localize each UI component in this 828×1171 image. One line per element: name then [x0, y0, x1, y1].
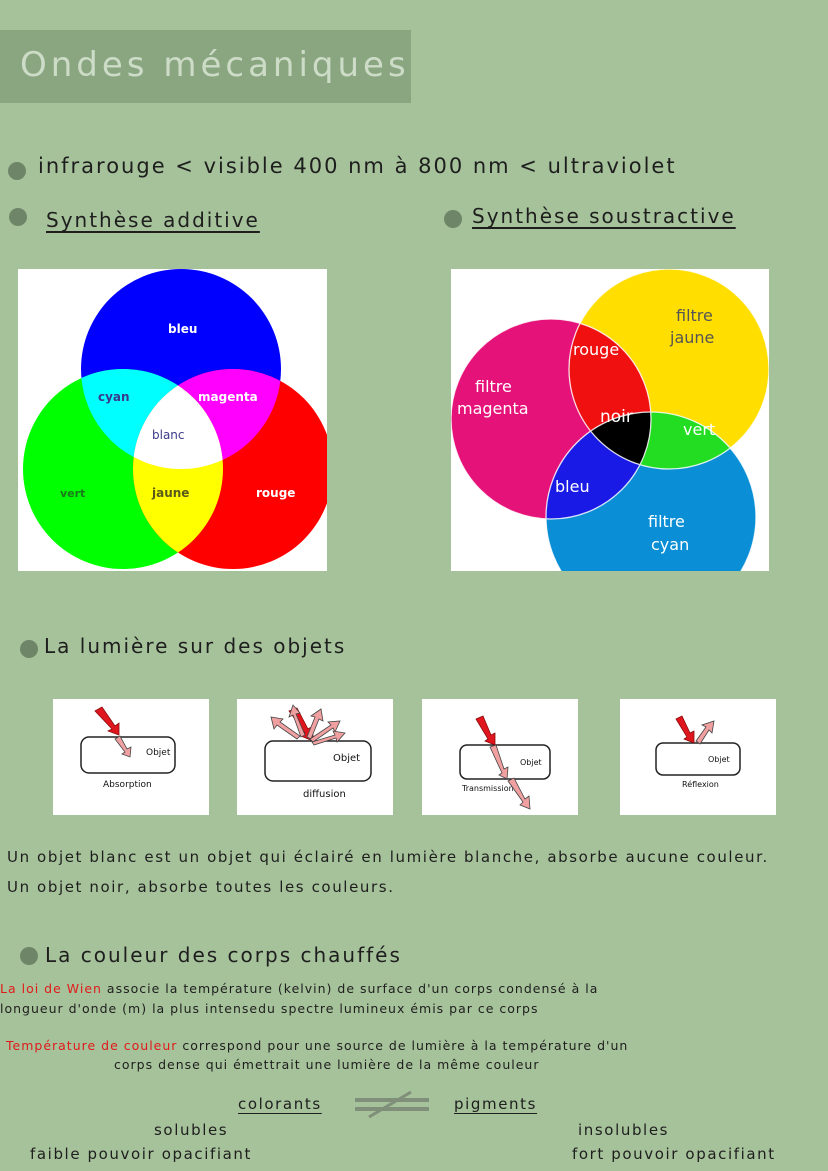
transmission-panel	[422, 699, 578, 815]
heated-heading: La couleur des corps chauffés	[45, 943, 402, 967]
incident-arrow-icon	[476, 716, 495, 745]
page-title: Ondes mécaniques	[20, 45, 410, 85]
object-label: Objet	[708, 755, 730, 764]
bullet-icon	[9, 208, 27, 226]
label-bleu: bleu	[555, 477, 590, 496]
pigments-title: pigments	[454, 1095, 538, 1113]
absorption-caption: Absorption	[103, 780, 152, 790]
label-rouge: rouge	[256, 486, 296, 500]
label-jaune: jaune	[152, 486, 190, 500]
label-filtre-cyan-1: filtre	[648, 512, 685, 531]
label-filtre-jaune-2: jaune	[670, 328, 715, 347]
spectrum-text: infrarouge < visible 400 nm à 800 nm < ultraviolet	[38, 154, 677, 178]
temp-text-2: corps dense qui émettrait une lumière de la même couleur	[114, 1057, 540, 1072]
temp-line-1	[6, 1038, 628, 1053]
colorants-title: colorants	[238, 1095, 322, 1113]
bullet-icon	[20, 640, 38, 658]
diffusion-panel	[237, 699, 393, 815]
diffusion-caption: diffusion	[303, 789, 346, 800]
pigments-solubility: insolubles	[578, 1121, 670, 1139]
not-equal-icon	[353, 1090, 431, 1120]
label-blanc: blanc	[152, 428, 185, 442]
additive-heading: Synthèse additive	[46, 208, 260, 232]
label-bleu: bleu	[168, 322, 198, 336]
incident-arrow-icon	[676, 716, 694, 743]
label-magenta: magenta	[198, 390, 258, 404]
transmitted-arrow-icon	[508, 778, 530, 809]
transmission-caption: Transmission	[462, 784, 514, 793]
reflection-caption: Réflexion	[682, 780, 719, 789]
color-temperature-term: Température de couleur	[6, 1038, 178, 1053]
colorants-opacity: faible pouvoir opacifiant	[30, 1145, 253, 1163]
wien-text-1: associe la température (kelvin) de surface d'un corps condensé à la	[101, 981, 599, 996]
black-object-text: Un objet noir, absorbe toutes les couleurs.	[7, 878, 395, 896]
label-filtre-magenta-1: filtre	[475, 377, 512, 396]
label-rouge: rouge	[573, 340, 620, 359]
reflected-arrow-icon	[696, 721, 714, 744]
label-vert: vert	[683, 420, 716, 439]
wien-law-term: La loi de Wien	[0, 981, 102, 996]
bullet-icon	[20, 947, 38, 965]
absorption-panel	[53, 699, 209, 815]
label-noir: noir	[600, 407, 633, 427]
temp-text-1: correspond pour une source de lumière à la température d'un	[177, 1038, 629, 1053]
label-filtre-cyan-2: cyan	[651, 535, 690, 554]
object-label: Objet	[146, 748, 171, 758]
label-cyan: cyan	[98, 390, 130, 404]
bullet-icon	[444, 210, 462, 228]
white-object-text: Un objet blanc est un objet qui éclairé en lumière blanche, absorbe aucune couleur.	[7, 848, 769, 866]
object-label: Objet	[333, 753, 361, 764]
pigments-opacity: fort pouvoir opacifiant	[572, 1145, 776, 1163]
subtractive-diagram	[451, 269, 769, 571]
subtractive-heading: Synthèse soustractive	[472, 204, 736, 228]
bullet-icon	[8, 162, 26, 180]
incident-arrow-icon	[95, 707, 119, 735]
object-label: Objet	[520, 758, 542, 767]
label-filtre-jaune-1: filtre	[676, 306, 713, 325]
label-vert: vert	[60, 487, 86, 500]
label-filtre-magenta-2: magenta	[457, 399, 529, 418]
light-heading: La lumière sur des objets	[44, 634, 347, 658]
wien-text-2: longueur d'onde (m) la plus intensedu spectre lumineux émis par ce corps	[0, 1001, 539, 1016]
reflection-panel	[620, 699, 776, 815]
wien-line-1	[0, 981, 598, 996]
colorants-solubility: solubles	[154, 1121, 229, 1139]
additive-diagram	[18, 269, 327, 571]
